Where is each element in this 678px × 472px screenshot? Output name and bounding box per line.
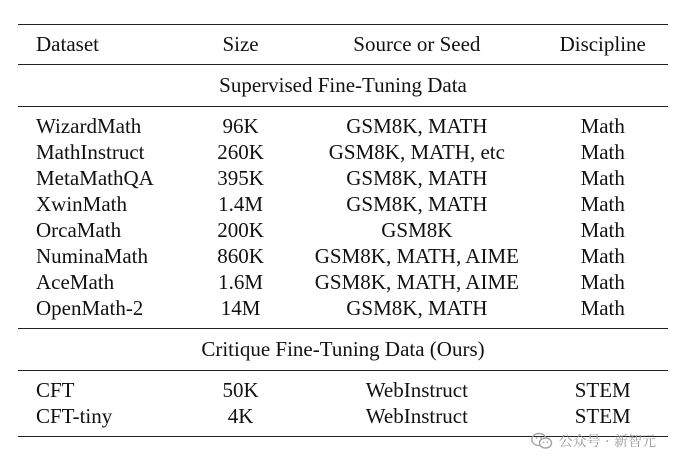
cell-source: GSM8K, MATH, AIME: [314, 270, 519, 294]
cell-dataset: XwinMath: [36, 192, 127, 216]
table-row: [18, 107, 668, 140]
header-source: Source or Seed: [353, 32, 481, 56]
cell-source: GSM8K, MATH, AIME: [314, 244, 519, 268]
cell-source: WebInstruct: [365, 378, 468, 402]
cell-size: 860K: [217, 244, 264, 268]
table-row: [18, 295, 668, 329]
header-row: [18, 25, 668, 65]
cell-dataset: MetaMathQA: [36, 166, 154, 190]
cell-dataset: CFT-tiny: [36, 404, 113, 428]
cell-dataset: CFT: [36, 378, 75, 402]
header-discipline: Discipline: [559, 32, 646, 56]
watermark: [531, 431, 656, 451]
section-header-row: [18, 65, 668, 107]
cell-dataset: WizardMath: [36, 114, 142, 138]
cell-dataset: OpenMath-2: [36, 296, 144, 320]
cell-size: 96K: [222, 114, 259, 138]
table-row: [18, 243, 668, 269]
table: [18, 24, 668, 437]
dataset-comparison-table: [18, 24, 668, 437]
cell-source: GSM8K, MATH: [346, 166, 488, 190]
cell-dataset: AceMath: [36, 270, 115, 294]
cell-source: GSM8K: [381, 218, 453, 242]
cell-size: 4K: [227, 404, 254, 428]
section-title: Supervised Fine-Tuning Data: [219, 73, 467, 97]
cell-size: 260K: [217, 140, 264, 164]
cell-discipline: Math: [580, 296, 625, 320]
watermark-text: 公众号 · 新智元: [558, 434, 656, 450]
section-title: Critique Fine-Tuning Data (Ours): [201, 337, 485, 361]
cell-discipline: Math: [580, 218, 625, 242]
wechat-icon: [531, 432, 553, 450]
cell-discipline: STEM: [574, 378, 631, 402]
cell-dataset: MathInstruct: [36, 140, 145, 164]
table-body: [18, 65, 668, 437]
table-row: [18, 165, 668, 191]
cell-size: 395K: [217, 166, 264, 190]
header-size: Size: [222, 32, 259, 56]
section-header-row: [18, 329, 668, 371]
cell-source: GSM8K, MATH: [346, 296, 488, 320]
cell-size: 200K: [217, 218, 264, 242]
cell-discipline: Math: [580, 192, 625, 216]
cell-discipline: Math: [580, 140, 625, 164]
cell-dataset: NuminaMath: [36, 244, 148, 268]
cell-size: 50K: [222, 378, 259, 402]
cell-discipline: Math: [580, 114, 625, 138]
cell-source: GSM8K, MATH: [346, 192, 488, 216]
cell-source: GSM8K, MATH: [346, 114, 488, 138]
cell-discipline: Math: [580, 244, 625, 268]
header-dataset: Dataset: [36, 32, 99, 56]
table-row: [18, 269, 668, 295]
cell-discipline: Math: [580, 270, 625, 294]
cell-source: WebInstruct: [365, 404, 468, 428]
table-row: [18, 139, 668, 165]
cell-size: 1.6M: [218, 270, 264, 294]
table-row: [18, 191, 668, 217]
table-row: [18, 217, 668, 243]
cell-source: GSM8K, MATH, etc: [328, 140, 505, 164]
cell-dataset: OrcaMath: [36, 218, 122, 242]
cell-discipline: Math: [580, 166, 625, 190]
table-row: [18, 371, 668, 404]
cell-discipline: STEM: [574, 404, 631, 428]
cell-size: 1.4M: [218, 192, 264, 216]
cell-size: 14M: [220, 296, 261, 320]
